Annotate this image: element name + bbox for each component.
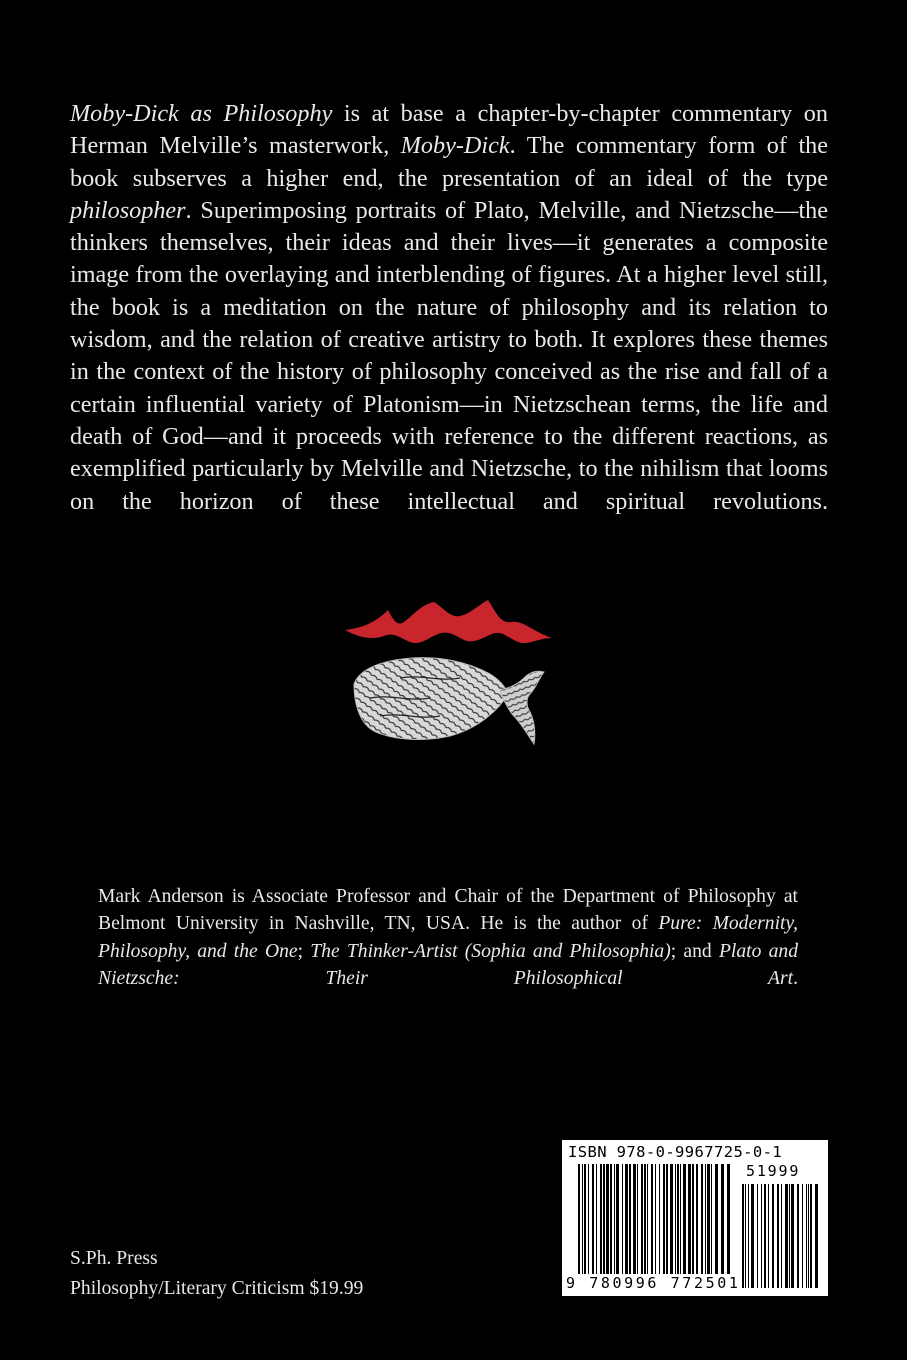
bio-separator-2: ; and xyxy=(670,940,719,962)
blurb-work-title: Moby-Dick xyxy=(400,132,510,160)
blurb-text-1: is at base a chapter-by-chapter commentary on Herman Melville’s masterwork, xyxy=(70,100,828,160)
ean-number-text: 9 780996 772501 xyxy=(566,1274,741,1292)
white-whale-illustration xyxy=(340,598,560,758)
whale-tail xyxy=(500,671,544,744)
back-cover-blurb xyxy=(70,98,828,518)
bio-book-3: Plato and Nietzsche: Their Philosophical Art xyxy=(98,940,798,990)
category-price: Philosophy/Literary Criticism $19.99 xyxy=(70,1278,364,1299)
isbn-text: ISBN 978-0-9967725-0-1 xyxy=(568,1143,783,1161)
bio-separator-1: ; xyxy=(297,940,311,962)
imprint-block xyxy=(70,1244,363,1304)
author-bio xyxy=(98,883,798,993)
blurb-text-2: . The commentary form of the book subserves a higher end, the presentation of an ideal of the type xyxy=(70,132,828,192)
bio-text: Mark Anderson is Associate Professor and Chair of the Department of Philosophy at Belmont University in Nashville, TN, USA. He is the author of xyxy=(98,886,798,935)
bio-end: . xyxy=(793,968,798,990)
publisher-name: S.Ph. Press xyxy=(70,1248,158,1269)
red-wave-shape xyxy=(345,600,552,643)
price-addon-text: 51999 xyxy=(746,1162,801,1180)
blurb-text-3: . Superimposing portraits of Plato, Melville, and Nietzsche—the thinkers themselves, their ideas and their lives—it generates a composite image from the overlaying and interblending of figures. At a higher level still, the book is a meditation on the nature of philosophy and its relation to wisdom, and the relation of creative artistry to both. It explores these themes in the context of the history of philosophy conceived as the rise and fall of a certain influential variety of Platonism—in Nietzschean terms, the life and death of God—and it proceeds with reference to the different reactions, as exemplified particularly by Melville and Nietzsche, to the nihilism that looms on the horizon of these intellectual and spiritual revolutions. xyxy=(70,196,828,515)
blurb-title: Moby-Dick as Philosophy xyxy=(70,100,333,127)
blurb-type-word: philosopher xyxy=(70,196,186,224)
isbn-barcode xyxy=(562,1140,828,1296)
bio-book-1: Pure: Modernity, Philosophy, and the One xyxy=(98,913,799,962)
bio-book-2: The Thinker-Artist (Sophia and Philosophia) xyxy=(310,940,671,962)
whale-body xyxy=(354,658,508,740)
